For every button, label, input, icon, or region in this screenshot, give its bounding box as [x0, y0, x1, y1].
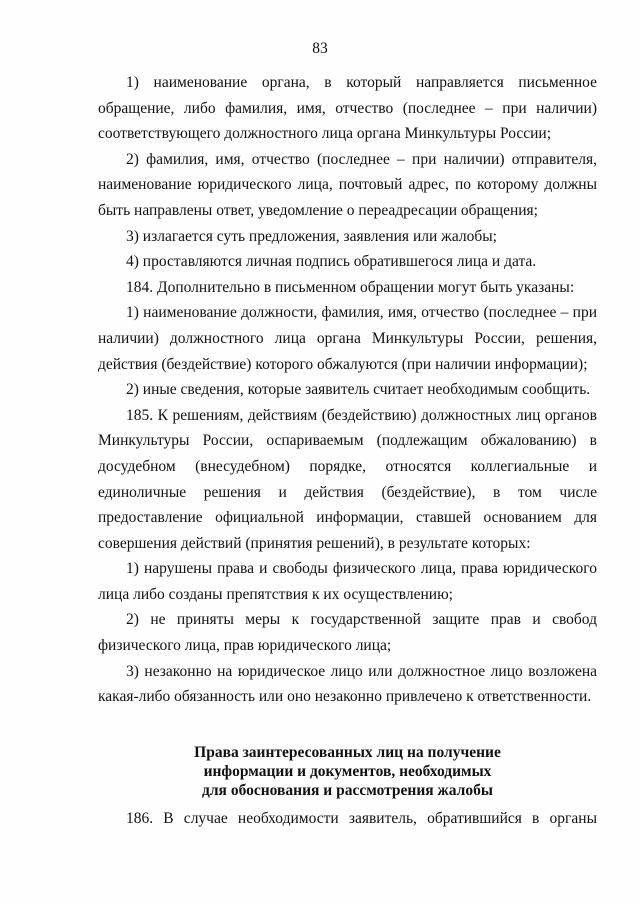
section-heading-line-1: Права заинтересованных лиц на получение	[194, 744, 501, 761]
paragraph-item-2: 2) фамилия, имя, отчество (последнее – при наличии) отправителя, наименование юридического лица, почтовый адрес, по которому должны быть направлены ответ, уведомление о переадресации обращения;	[98, 150, 597, 219]
paragraph-185: 185. К решениям, действиям (бездействию) должностных лиц органов Минкультуры России, оспариваемым (подлежащим обжалованию) в досудебном (внесудебном) порядке, относятся коллегиальные и единоличные решения и действия (бездействие), в том числе предоставление официальной информации, ставшей основанием для совершения действий (принятия решений), в результате которых:	[98, 406, 597, 552]
paragraph-185-item-1: 1) нарушены права и свободы физического лица, права юридического лица либо созданы препятствия к их осуществлению;	[98, 560, 597, 603]
paragraph-item-3: 3) излагается суть предложения, заявления или жалобы;	[126, 227, 497, 245]
document-body	[98, 70, 597, 710]
section-heading-line-3: для обоснования и рассмотрения жалобы	[202, 782, 493, 799]
page-number: 83	[312, 40, 328, 57]
section-heading	[98, 743, 597, 800]
paragraph-184-item-2: 2) иные сведения, которые заявитель считает необходимым сообщить.	[126, 381, 591, 399]
paragraph-item-1: 1) наименование органа, в который направляется письменное обращение, либо фамилия, имя, отчество (последнее – при наличии) соответствующего должностного лица органа Минкультуры России;	[98, 74, 597, 143]
paragraph-item-4: 4) проставляются личная подпись обратившегося лица и дата.	[126, 253, 537, 271]
paragraph-186: 186. В случае необходимости заявитель, обратившийся в органы	[126, 810, 597, 827]
paragraph-184-item-1: 1) наименование должности, фамилия, имя, отчество (последнее – при наличии) должностного лица органа Минкультуры России, решения, действия (бездействие) которого обжалуются (при наличии информации);	[98, 304, 597, 373]
paragraph-184: 184. Дополнительно в письменном обращении могут быть указаны:	[126, 278, 575, 296]
section-heading-line-2: информации и документов, необходимых	[203, 763, 492, 780]
paragraph-185-item-2: 2) не приняты меры к государственной защите прав и свобод физического лица, прав юридического лица;	[98, 611, 597, 655]
paragraph-185-item-3: 3) незаконно на юридическое лицо или должностное лицо возложена какая-либо обязанность или оно незаконно привлечено к ответственности.	[98, 662, 597, 706]
